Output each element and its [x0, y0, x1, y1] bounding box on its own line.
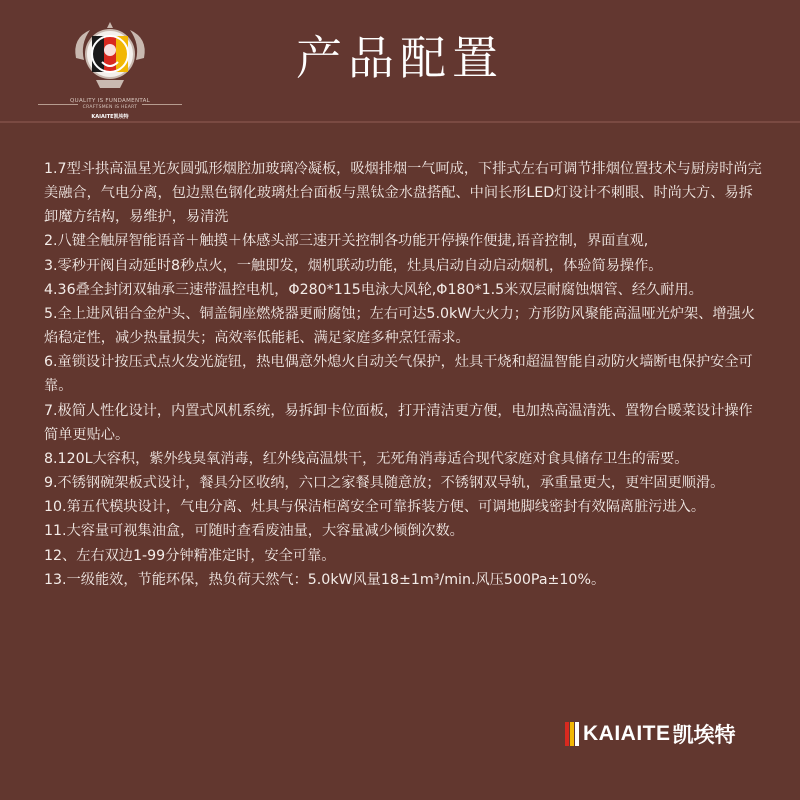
feature-item: 5.全上进风铝合金炉头、铜盖铜座燃烧器更耐腐蚀；左右可达5.0kW大火力；方形防风聚能高温哑光炉架、增强火焰稳定性，减少热量损失；高效率低能耗、满足家庭多种烹饪需求。 — [44, 305, 755, 347]
feature-item: 8.120L大容积，紫外线臭氧消毒，红外线高温烘干，无死角消毒适合现代家庭对食具储存卫生的需要。 — [44, 450, 689, 467]
header-divider — [0, 121, 800, 123]
brand-name-cn: 凯埃特 — [672, 723, 736, 747]
feature-item: 1.7型斗拱高温星光灰圆弧形烟腔加玻璃冷凝板，吸烟排烟一气呵成，下排式左右可调节排烟位置技术与厨房时尚完美融合，气电分离，包边黑色钢化玻璃灶台面板与黑钛金水盘搭配、中间长形LED灯设计不刺眼、时尚大方、易拆卸魔方结构，易维护，易清洗 — [44, 161, 762, 226]
feature-item: 2.八键全触屏智能语音＋触摸＋体感头部三速开关控制各功能开停操作便捷,语音控制，界面直观, — [44, 233, 649, 250]
motto-line-2: CRAFTSMEN IS HEART — [82, 105, 138, 110]
logo-brand-text: KAIAITE凯埃特 — [91, 114, 129, 120]
logo-motto — [40, 98, 180, 120]
feature-item: 10.第五代模块设计，气电分离、灶具与保洁柜离安全可靠拆装方便、可调地脚线密封有效隔离脏污进入。 — [44, 499, 706, 516]
brand-flag-icon — [565, 722, 579, 746]
feature-item: 13.一级能效，节能环保，热负荷天然气：5.0kW风量18±1m³/min.风压500Pa±10%。 — [44, 571, 606, 588]
feature-item: 11.大容量可视集油盒，可随时查看废油量，大容量减少倾倒次数。 — [44, 523, 464, 540]
feature-list — [44, 157, 766, 592]
feature-item: 12、左右双边1-99分钟精准定时，安全可靠。 — [44, 547, 336, 564]
motto-line-1: QUALITY IS FUNDAMENTAL — [69, 98, 151, 104]
feature-item: 6.童锁设计按压式点火发光旋钮，热电偶意外熄火自动关气保护，灶具干烧和超温智能自动防火墙断电保护安全可靠。 — [44, 354, 753, 395]
feature-item: 7.极简人性化设计，内置式风机系统，易拆卸卡位面板，打开清洁更方便，电加热高温清洗、置物台暖菜设计操作简单更贴心。 — [44, 402, 753, 443]
page-title: 产品配置 — [296, 31, 504, 85]
feature-item: 9.不锈钢碗架板式设计，餐具分区收纳，六口之家餐具随意放；不锈钢双导轨，承重量更大，更牢固更顺滑。 — [44, 475, 725, 492]
footer-brand-logo — [565, 717, 770, 751]
feature-item: 3.零秒开阀自动延时8秒点火，一触即发，烟机联动功能，灶具启动自动启动烟机，体验简易操作。 — [44, 257, 663, 274]
feature-item: 4.36叠全封闭双轴承三速带温控电机，Φ280*115电泳大风轮,Φ180*1.5米双层耐腐蚀烟管、经久耐用。 — [44, 281, 703, 298]
brand-name-en: KAIAITE — [583, 722, 671, 745]
